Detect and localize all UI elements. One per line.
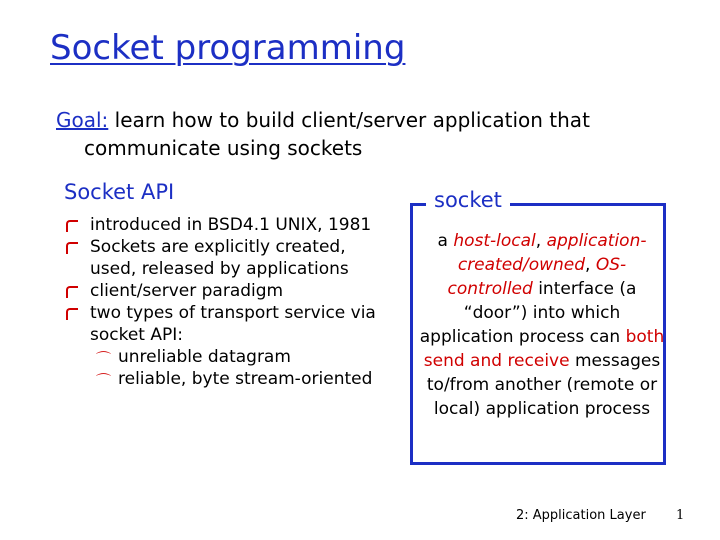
list-item [60,236,380,280]
definition-fragment: , [585,255,591,275]
goal-label: Goal: [56,108,109,132]
sub-list-item [60,346,380,368]
definition-fragment: , [535,231,547,251]
definition-highlight: application-created/owned [457,231,647,275]
bullet-icon [66,308,78,320]
bullet-text: client/server paradigm [90,281,284,301]
list-item [60,280,380,302]
sub-bullet-text: unreliable datagram [118,347,291,367]
page-number: 1 [676,508,685,523]
definition-fragment: messages to/from another (remote or local) application process [426,351,661,419]
sub-bullet-icon: ⌒ [96,372,112,390]
socket-definition-text [418,229,666,421]
sub-bullet-icon: ⌒ [96,350,112,368]
goal-text [56,106,696,162]
sub-list-item [60,368,380,390]
goal-line-1: learn how to build client/server application that [108,108,590,132]
bullet-text: Sockets are explicitly created, used, released by applications [90,237,349,279]
slide-title: Socket programming [50,28,406,68]
socket-api-list [60,214,380,390]
sub-bullet-text: reliable, byte stream-oriented [118,369,373,389]
definition-fragment: a [437,231,454,251]
bullet-icon [66,220,78,232]
socket-api-heading: Socket API [64,180,175,204]
list-item [60,302,380,346]
list-item [60,214,380,236]
definition-highlight: host-local [453,231,536,251]
socket-box-label: socket [426,188,510,212]
bullet-icon [66,286,78,298]
definition-highlight: both send and receive [423,327,665,371]
chapter-footer: 2: Application Layer [516,508,646,523]
definition-fragment: interface (a “door”) into which application process can [419,279,637,347]
bullet-text: two types of transport service via socket API: [90,303,376,345]
bullet-icon [66,242,78,254]
bullet-text: introduced in BSD4.1 UNIX, 1981 [90,215,372,235]
definition-highlight: OS-controlled [447,255,627,299]
goal-line-2: communicate using sockets [84,136,363,160]
